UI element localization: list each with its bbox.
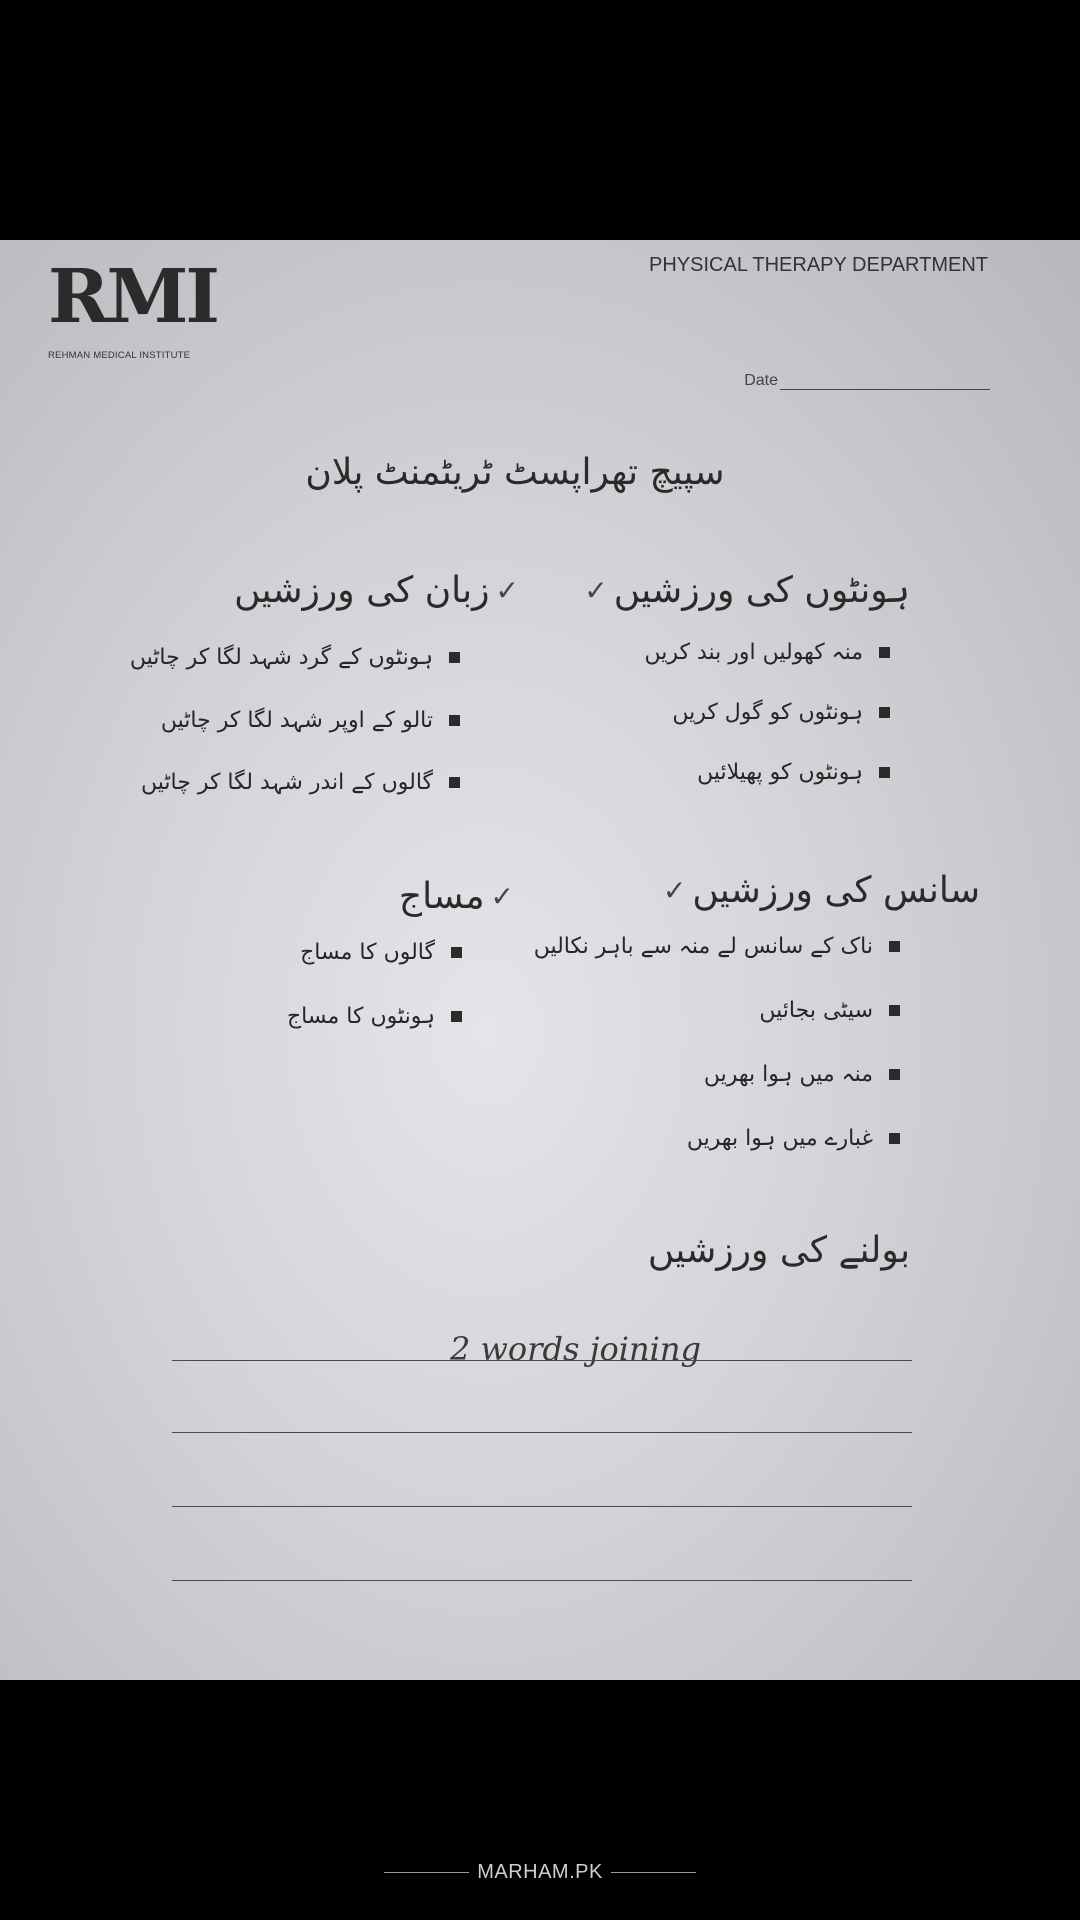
tongue-exercises-heading: ✓ زبان کی ورزشیں [234, 570, 519, 611]
department-name: PHYSICAL THERAPY DEPARTMENT [649, 254, 988, 276]
list-item: ہونٹوں کو پھیلائیں [697, 760, 890, 785]
rmi-logo: RMI REHMAN MEDICAL INSTITUTE [48, 254, 218, 361]
bullet-icon [451, 947, 462, 958]
list-item: ہونٹوں کے گرد شہد لگا کر چاٹیں [130, 645, 460, 670]
writing-line [172, 1432, 912, 1433]
logo-subtitle: REHMAN MEDICAL INSTITUTE [48, 350, 191, 361]
page-title: سپیچ تھراپسٹ ٹریٹمنٹ پلان [305, 452, 725, 493]
writing-line [172, 1360, 912, 1361]
massage-heading: ✓ مساج [398, 876, 514, 917]
list-item: ہونٹوں کو گول کریں [672, 700, 890, 725]
bullet-icon [889, 1133, 900, 1144]
list-item: سیٹی بجائیں [759, 998, 900, 1023]
bullet-icon [889, 1069, 900, 1080]
list-item: ہونٹوں کا مساج [287, 1004, 462, 1029]
writing-line [172, 1580, 912, 1581]
checkmark-icon: ✓ [662, 874, 687, 907]
date-line [780, 375, 990, 390]
list-item: ناک کے سانس لے منہ سے باہر نکالیں [534, 934, 900, 959]
list-item: منہ کھولیں اور بند کریں [644, 640, 890, 665]
treatment-plan-sheet [0, 240, 1080, 1680]
divider [384, 1872, 469, 1873]
lips-exercises-heading: ہونٹوں کی ورزشیں ✓ [584, 570, 910, 611]
writing-line [172, 1506, 912, 1507]
list-item: تالو کے اوپر شہد لگا کر چاٹیں [161, 708, 460, 733]
bullet-icon [449, 652, 460, 663]
breathing-exercises-heading: سانس کی ورزشیں ✓ [662, 870, 980, 911]
handwritten-note: 2 words joining [450, 1330, 701, 1368]
checkmark-icon: ✓ [490, 880, 514, 913]
bullet-icon [879, 707, 890, 718]
bullet-icon [879, 647, 890, 658]
bullet-icon [879, 767, 890, 778]
checkmark-icon: ✓ [584, 574, 608, 607]
bullet-icon [449, 777, 460, 788]
speaking-exercises-heading: بولنے کی ورزشیں [647, 1230, 910, 1271]
list-item: غبارے میں ہوا بھریں [687, 1126, 900, 1151]
date-label: Date [744, 372, 778, 389]
bullet-icon [889, 941, 900, 952]
list-item: گالوں کے اندر شہد لگا کر چاٹیں [141, 770, 460, 795]
bullet-icon [449, 715, 460, 726]
checkmark-icon: ✓ [495, 574, 519, 607]
divider [611, 1872, 696, 1873]
bullet-icon [451, 1011, 462, 1022]
list-item: گالوں کا مساج [300, 940, 462, 965]
watermark [0, 1860, 1080, 1884]
bullet-icon [889, 1005, 900, 1016]
list-item: منہ میں ہوا بھریں [704, 1062, 900, 1087]
watermark-text: MARHAM.PK [477, 1860, 603, 1883]
date-field [744, 372, 990, 390]
